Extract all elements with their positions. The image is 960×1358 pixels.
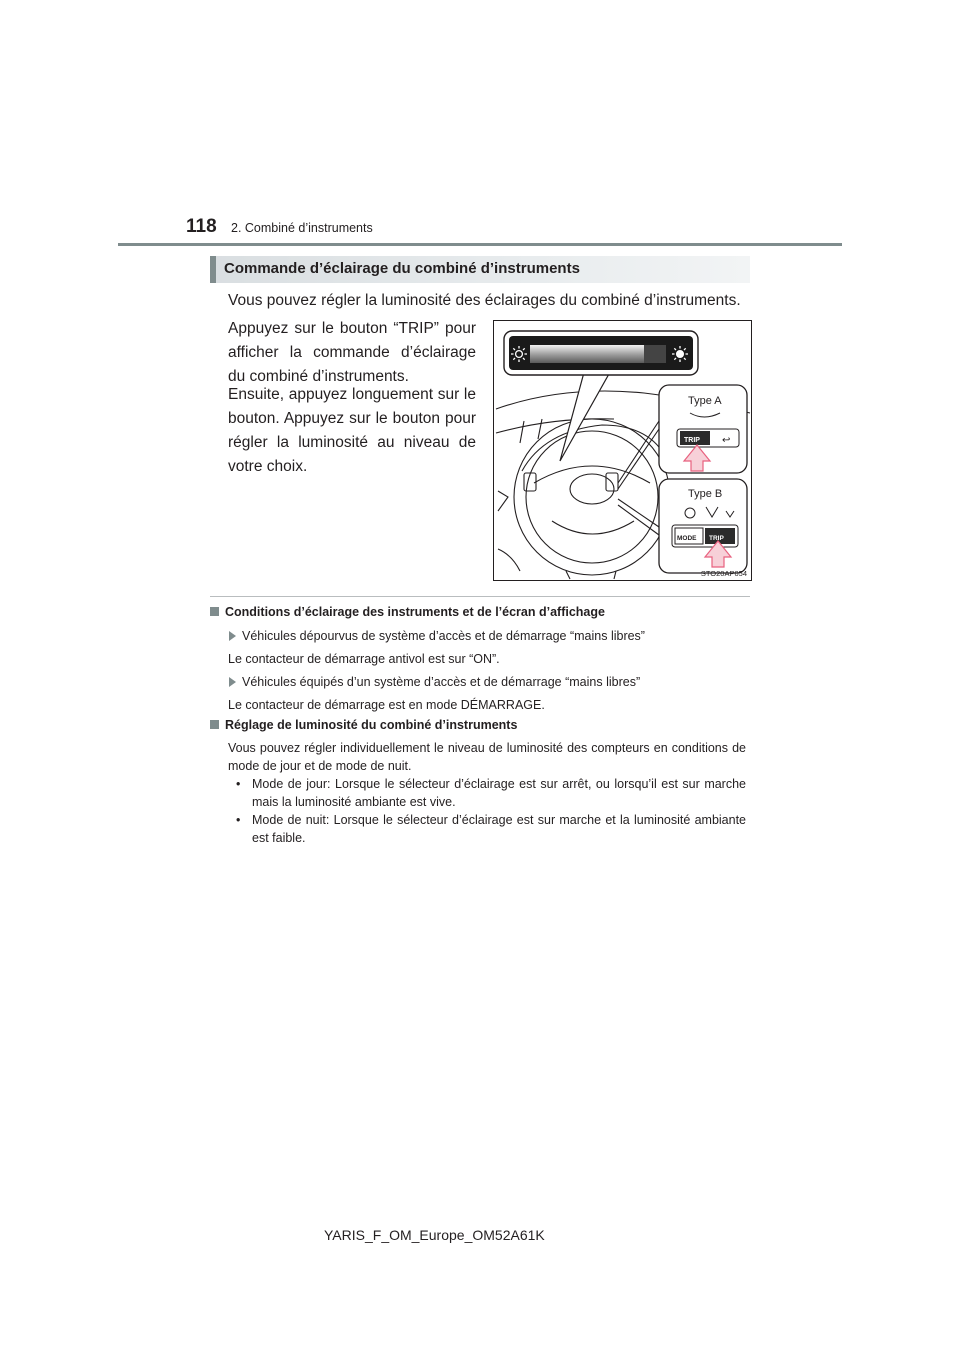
dashboard-drawing xyxy=(494,321,751,580)
adjustment-title: Réglage de luminosité du combiné d’instruments xyxy=(225,718,518,732)
dashboard-illustration xyxy=(493,320,752,581)
condition-text-2: Le contacteur de démarrage est en mode DÉMARRAGE. xyxy=(228,698,545,712)
running-head: 2. Combiné d’instruments xyxy=(231,221,373,235)
day-mode-text: Mode de jour: Lorsque le sélecteur d’éclairage est sur arrêt, ou lorsqu’il est sur marche mais la luminosité ambiante est vive. xyxy=(252,777,746,809)
section-accent xyxy=(210,256,216,283)
conditions-title: Conditions d’éclairage des instruments et de l’écran d’affichage xyxy=(225,605,605,619)
header-rule xyxy=(118,243,842,246)
return-icon: ↩ xyxy=(722,435,731,446)
mode-button-label: MODE xyxy=(677,535,697,542)
square-bullet-icon xyxy=(210,607,219,616)
sun-bright-icon xyxy=(672,346,688,362)
condition-case-2 xyxy=(229,673,640,691)
instruction-paragraph-2: Ensuite, appuyez longuement sur le bouton. Appuyez sur le bouton pour régler la luminosité au niveau de votre choix. xyxy=(228,386,476,475)
night-mode-text: Mode de nuit: Lorsque le sélecteur d’éclairage est sur marche et la luminosité ambiante est faible. xyxy=(252,813,746,845)
trip-button-label-b: TRIP xyxy=(709,535,724,542)
type-a-label: Type A xyxy=(688,395,722,407)
page-number: 118 xyxy=(186,216,217,237)
triangle-bullet-icon xyxy=(229,631,236,641)
conditions-heading xyxy=(210,605,605,619)
dot-bullet-icon: • xyxy=(236,813,241,827)
instruction-paragraph-1: Appuyez sur le bouton “TRIP” pour afficher la commande d’éclairage du combiné d’instruments. xyxy=(228,320,476,385)
adjustment-heading xyxy=(210,718,517,732)
list-item xyxy=(228,775,746,811)
list-item xyxy=(228,811,746,847)
footer-document-code: YARIS_F_OM_Europe_OM52A61K xyxy=(324,1227,545,1243)
condition-case-1-text: Véhicules dépourvus de système d’accès et de démarrage “mains libres” xyxy=(242,629,645,643)
adjustment-text: Vous pouvez régler individuellement le niveau de luminosité des compteurs en conditions de mode de jour et de mode de nuit. xyxy=(228,741,746,773)
type-b-label: Type B xyxy=(688,488,723,500)
mode-bullet-list xyxy=(228,775,746,847)
triangle-bullet-icon xyxy=(229,677,236,687)
condition-text-1: Le contacteur de démarrage antivol est sur “ON”. xyxy=(228,652,500,666)
square-bullet-icon xyxy=(210,720,219,729)
section-title: Commande d’éclairage du combiné d’instruments xyxy=(224,260,580,277)
notes-divider xyxy=(210,596,750,597)
intro-paragraph: Vous pouvez régler la luminosité des éclairages du combiné d’instruments. xyxy=(228,292,741,309)
figure-code: STO20AP054 xyxy=(700,569,747,578)
condition-case-2-text: Véhicules équipés d’un système d’accès et de démarrage “mains libres” xyxy=(242,675,641,689)
condition-case-1 xyxy=(229,627,645,645)
dot-bullet-icon: • xyxy=(236,777,241,791)
trip-button-label-a: TRIP xyxy=(684,437,700,444)
section-heading-bar xyxy=(210,256,750,283)
